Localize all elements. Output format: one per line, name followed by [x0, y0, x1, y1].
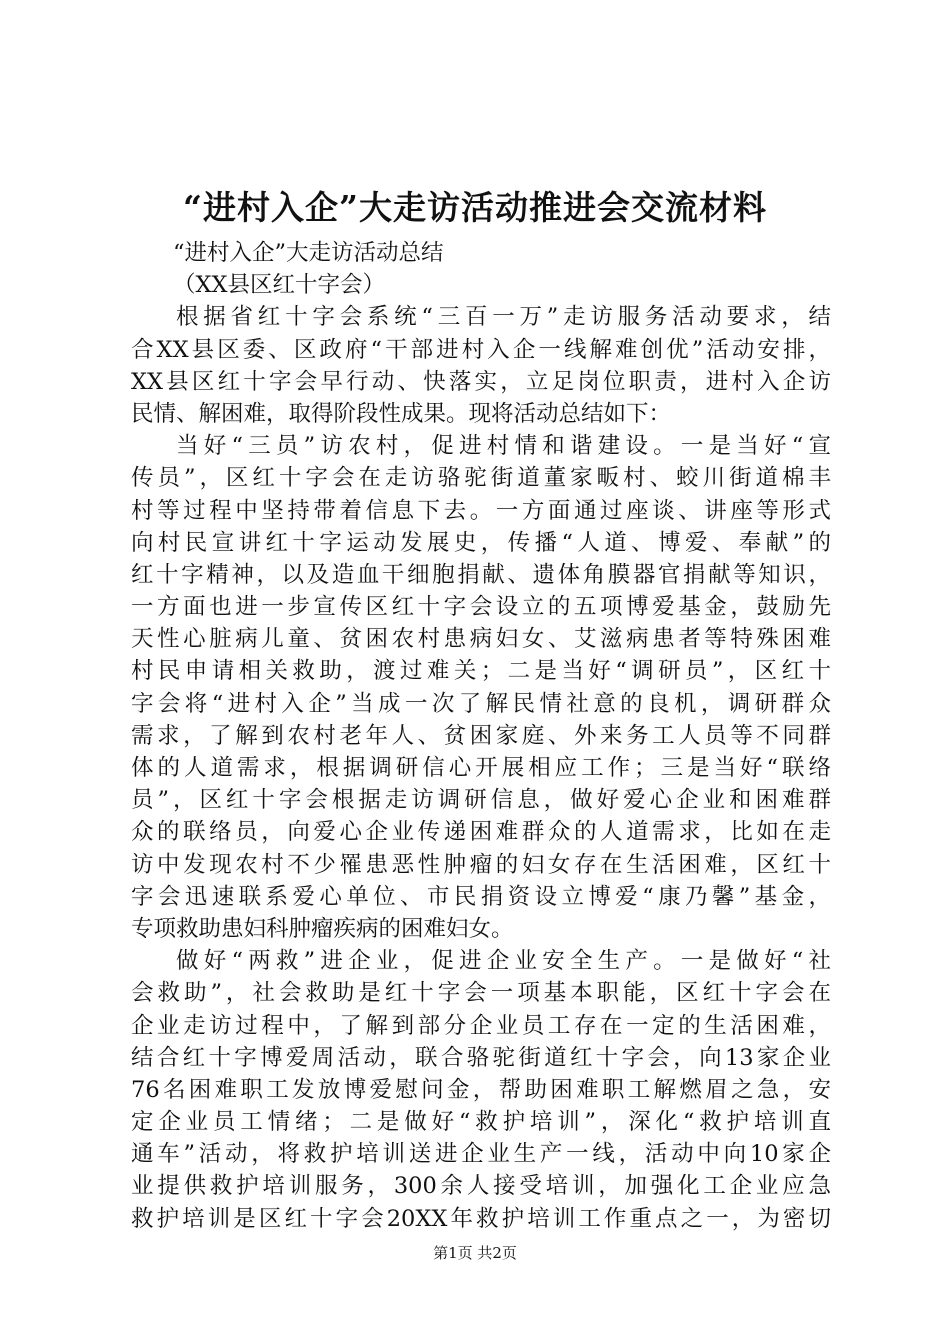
paragraph-line: 需求，了解到农村老年人、贫困家庭、外来务工人员等不同群: [131, 722, 831, 749]
paragraph-line: 专项救助患妇科肿瘤疾病的困难妇女。: [131, 915, 514, 942]
paragraph-line: XX县区红十字会早行动、快落实，立足岗位职责，进村入企访: [131, 368, 831, 395]
document-subtitle: “进村入企”大走访活动总结: [173, 240, 444, 266]
page-footer: 第1页 共2页: [433, 1244, 517, 1262]
paragraph-line: 会救助”，社会救助是红十字会一项基本职能，区红十字会在: [131, 980, 831, 1007]
paragraph-line: 企业走访过程中，了解到部分企业员工存在一定的生活困难，: [131, 1012, 831, 1039]
paragraph-line: 红十字精神，以及造血干细胞捐献、遗体角膜器官捐献等知识，: [131, 561, 831, 588]
paragraph-line: 员”，区红十字会根据走访调研信息，做好爱心企业和困难群: [131, 787, 831, 814]
paragraph-line: 定企业员工情绪；二是做好“救护培训”，深化“救护培训直: [131, 1109, 831, 1136]
paragraph-line: 救护培训是区红十字会20XX年救护培训工作重点之一，为密切: [131, 1205, 831, 1232]
paragraph-3: [131, 945, 831, 1235]
paragraph-line: 村等过程中坚持带着信息下去。一方面通过座谈、讲座等形式: [131, 497, 831, 524]
document-body: [131, 237, 831, 1235]
paragraph-line: 字会迅速联系爱心单位、市民捐资设立博爱“康乃馨”基金，: [131, 883, 831, 910]
paragraph-line: 76名困难职工发放博爱慰问金，帮助困难职工解燃眉之急，安: [131, 1076, 831, 1103]
paragraph-line: 一方面也进一步宣传区红十字会设立的五项博爱基金，鼓励先: [131, 594, 831, 621]
paragraph-line: 传员”，区红十字会在走访骆驼街道董家畈村、蛟川街道棉丰: [131, 465, 831, 492]
document-title: “进村入企”大走访活动推进会交流材料: [183, 188, 767, 227]
paragraph-line: 根据省红十字会系统“三百一万”走访服务活动要求，结: [176, 304, 831, 331]
paragraph-line: 村民申请相关救助，渡过难关；二是当好“调研员”，区红十: [131, 658, 831, 685]
paragraph-1: [131, 301, 831, 430]
paragraph-line: 字会将“进村入企”当成一次了解民情社意的良机，调研群众: [131, 690, 831, 717]
paragraph-line: 结合红十字博爱周活动，联合骆驼街道红十字会，向13家企业: [131, 1044, 831, 1071]
paragraph-2: [131, 430, 831, 945]
paragraph-line: 众的联络员，向爱心企业传递困难群众的人道需求，比如在走: [131, 819, 831, 846]
document-org: （XX县区红十字会）: [173, 272, 386, 299]
paragraph-line: 当好“三员”访农村，促进村情和谐建设。一是当好“宣: [176, 433, 831, 460]
paragraph-line: 向村民宣讲红十字运动发展史，传播“人道、博爱、奉献”的: [131, 529, 831, 556]
paragraph-line: 访中发现农村不少罹患恶性肿瘤的妇女存在生活困难，区红十: [131, 851, 831, 878]
paragraph-line: 通车”活动，将救护培训送进企业生产一线，活动中向10家企: [131, 1141, 831, 1168]
paragraph-line: 业提供救护培训服务，300余人接受培训，加强化工企业应急: [131, 1173, 831, 1200]
paragraph-line: 做好“两救”进企业，促进企业安全生产。一是做好“社: [176, 948, 831, 975]
paragraph-line: 体的人道需求，根据调研信心开展相应工作；三是当好“联络: [131, 755, 831, 781]
paragraph-line: 民情、解困难，取得阶段性成果。现将活动总结如下：: [131, 400, 672, 427]
paragraph-line: 天性心脏病儿童、贫困农村患病妇女、艾滋病患者等特殊困难: [131, 626, 831, 653]
paragraph-line: 合XX县区委、区政府“干部进村入企一线解难创优”活动安排，: [131, 336, 831, 363]
